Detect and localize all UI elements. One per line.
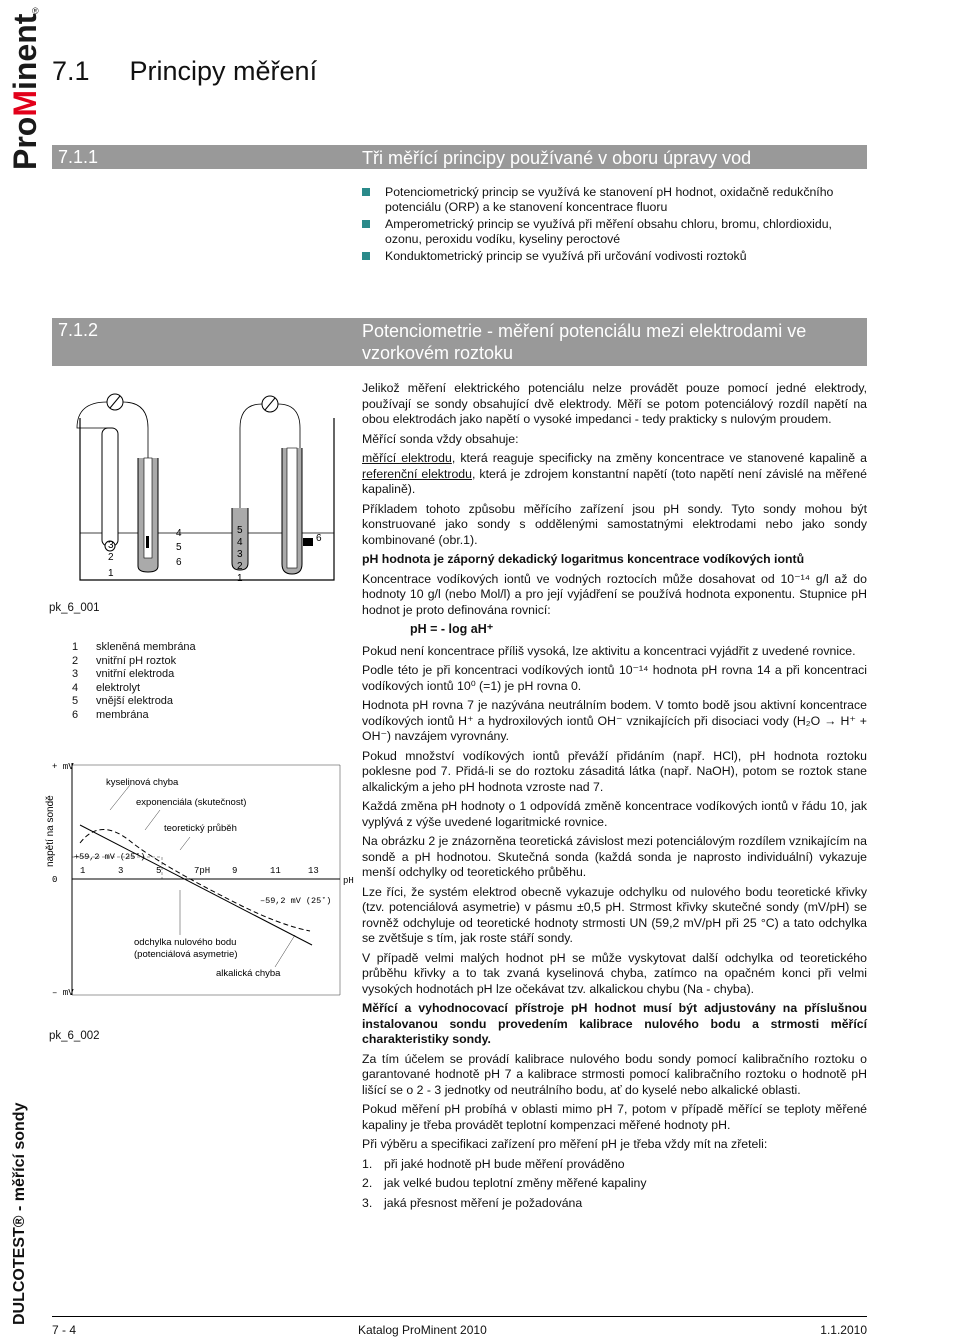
page-number: 7 - 4 — [52, 1323, 77, 1337]
legend-item: 4 elektrolyt — [72, 681, 141, 694]
paragraph: Za tím účelem se provádí kalibrace nulového bodu sondy pomocí kalibračního roztoku o garantované hodnotě pH 7 a kalibrace strmosti pomocí kalibračního roztoku o hodnotě pH lišící se o 2 - 3 jednotky od neutrálního bodu, ať do kyselé nebo alkalické oblasti. — [362, 1051, 867, 1097]
x-axis-label: pH — [343, 876, 354, 886]
paragraph: Pokud není koncentrace příliš vysoká, lze aktivitu a koncentraci vyjádřit z uvedené rovnice. — [362, 643, 856, 658]
callout-number: 2 — [237, 561, 243, 572]
section-heading-2 — [52, 318, 867, 366]
callout-number: 1 — [237, 573, 243, 584]
paragraph: Při výběru a specifikaci zařízení pro měření pH je třeba vždy mít na zřeteli: — [362, 1137, 768, 1151]
x-tick-label: 3 — [118, 866, 124, 876]
bullet-square-icon — [362, 220, 370, 228]
figure-id: pk_6_002 — [49, 1030, 100, 1042]
logo-registered: ® — [32, 6, 39, 16]
list-item: Amperometrický princip se využívá při měření obsahu chloru, bromu, chlordioxidu, ozonu, peroxidu vodíku, kyseliny peroctové — [362, 217, 867, 247]
x-tick-label: 7pH — [194, 866, 211, 876]
logo-text: ProMinent — [7, 13, 43, 170]
section-heading-1 — [52, 145, 867, 169]
paragraph: Hodnota pH rovna 7 je nazývána neutrálním bodem. V tomto bodě jsou aktivní koncentrace vodíkových iontů H⁺ a hydroxilových iontů OH⁻ vznikajících při disociaci vody (H₂O → H⁺ + OH⁻) navzájem vyrovnány. — [362, 698, 867, 743]
figure-id: pk_6_001 — [49, 602, 100, 614]
asymmetry-label-2: (potenciálová asymetrie) — [134, 949, 238, 960]
paragraph: Příkladem tohoto způsobu měřícího zařízení jsou pH sondy. Tyto sondy mohou být konstruované jako sondy s oddělenými samostatnými elektrodami nebo jako sondy kombinované (obr.1). — [362, 501, 867, 547]
slope-plus-label: +59,2 mV (25˚) — [74, 852, 146, 862]
section-number: 7.1.1 — [58, 147, 99, 167]
callout-number: 6 — [176, 557, 182, 568]
x-tick-label: 5 — [156, 866, 162, 876]
paragraph: měřící elektrodu, která reaguje specificky na změny koncentrace ve stanovené kapalině a referenční elektrodu, která je zdrojem konstantní napětí (toto napětí není závislé na měřené kapalině). — [362, 451, 867, 496]
slope-minus-label: –59,2 mV (25˚) — [260, 896, 332, 906]
section-title: Tři měřící principy používané v oboru úpravy vod — [362, 148, 752, 168]
callout-number: 6 — [316, 533, 322, 544]
callout-number: 3 — [108, 540, 114, 551]
svg-text:DULCOTEST® - měřící sondy: DULCOTEST® - měřící sondy — [11, 1102, 28, 1325]
callout-number: 4 — [237, 537, 243, 548]
bullet-square-icon — [362, 188, 370, 196]
asymmetry-label: odchylka nulového bodu — [134, 937, 237, 948]
page-footer — [52, 1316, 867, 1337]
callout-number: 3 — [237, 549, 243, 560]
paragraph: Měřící sonda vždy obsahuje: — [362, 431, 519, 446]
paragraph: Pokud množství vodíkových iontů převáží přidáním (např. HCl), pH hodnota roztoku poklesne pod 7. Přidá-li se do roztoku zásaditá látka (např. NaOH), potom se roztok stane alkalickým a jeho pH hodnota vzroste nad 7. — [362, 748, 867, 794]
exponential-label: exponenciála (skutečnost) — [136, 797, 247, 808]
page-title-text: Principy měření — [129, 56, 318, 86]
paragraph-bold: Měřící a vyhodnocovací přístroje pH hodnot musí být adjustovány na příslušnou instalovanou sondu provedením kalibrace nulového bodu a strmosti měřící charakteristiky sondy. — [362, 1001, 867, 1046]
paragraph: Každá změna pH hodnoty o 1 odpovídá změně koncentrace vodíkových iontů v řádu 10, jak vyplývá z výše uvedené logaritmické rovnice. — [362, 799, 867, 829]
axis-top-label: + mV — [52, 762, 74, 772]
legend-item: 6 membrána — [72, 708, 149, 721]
page-title — [52, 56, 317, 87]
callout-number: 5 — [176, 542, 182, 553]
callout-number: 5 — [237, 525, 243, 536]
paragraph: Koncentrace vodíkových iontů ve vodných roztocích může dosahovat od 10⁻¹⁴ g/l až do hodnoty 10 g/l (nebo Mol/l) a pro její vyjádření se používá hodnota exponentu. Stupnice pH hodnot je proto definována rovnicí: — [362, 571, 867, 617]
list-item: Potenciometrický princip se využívá ke stanovení pH hodnot, oxidačně redukčního potenciálu (ORP) a ke stanovení koncentrace fluoru — [362, 185, 867, 215]
paragraph: Na obrázku 2 je znázorněna teoretická závislost mezi potenciálovým rozdílem vznikajícím na sondě a pH hodnotou. Skutečná sonda (každá sonda je naprosto individuální) vykazuje menší odchylky od teoretického průběhu. — [362, 834, 867, 879]
catalog-name: Katalog ProMinent 2010 — [358, 1323, 487, 1337]
body-text — [362, 381, 867, 1215]
legend-item: 3 vnitřní elektroda — [72, 668, 175, 680]
paragraph: Podle této je při koncentraci vodíkových iontů 10⁻¹⁴ hodnota pH rovna 14 a při koncentraci vodíkových iontů 10⁰ (=1) je pH rovna 0. — [362, 663, 867, 693]
paragraph: Jelikož měření elektrického potenciálu nelze provádět pouze pomocí jedné elektrody, používají se sondy obsahující dvě elektrody. Měří se potom potenciálový rozdíl napětí na obou elektrodách jako napětí o vysoké impedanci - tedy prakticky s nulovým proudem. — [362, 381, 867, 426]
paragraph-bold: pH hodnota je záporný dekadický logaritmus koncentrace vodíkových iontů — [362, 552, 805, 566]
acid-error-label: kyselinová chyba — [106, 777, 179, 788]
x-tick-label: 9 — [232, 866, 238, 876]
callout-number: 1 — [108, 568, 114, 579]
paragraph: Lze říci, že systém elektrod obecně vykazuje odchylku od nulového bodu teoretické křivky (tzv. potenciálová asymetrie) v pásmu ±0,5 pH. Strmost křivky skutečné sondy (mV/pH) se rovněž odchyluje od teoretické hodnoty strmosti UN (59,2 mV/pH při 25 °C) a tato odchylka se zvětšuje s tím, jak roste stáří sondy. — [362, 884, 867, 945]
paragraph: Pokud měření pH probíhá v oblasti mimo pH 7, potom v případě měřící se teploty měřené kapaliny je třeba provádět teplotní kompenzaci měřené hodnoty pH. — [362, 1102, 867, 1132]
x-tick-label: 13 — [308, 866, 319, 876]
prominent-logo — [4, 4, 44, 174]
paragraph: V případě velmi malých hodnot pH se může vyskytovat další odchylka od teoretického průběhu křivky a to tak zvaná kyselinová chyba, zatímco na opačném konci při velmi vysokých hodnotách pH lze očekávat tzv. alkalickou chybu (Na - chyba). — [362, 950, 867, 996]
equation: pH = - log aH⁺ — [410, 622, 494, 636]
list-item: 1. při jaké hodnotě pH bude měření prováděno — [362, 1156, 625, 1171]
figure-legend — [72, 641, 196, 722]
y-axis-label: napětí na sondě — [45, 795, 56, 867]
theoretical-label: teoretický průběh — [164, 823, 237, 834]
x-tick-label: 11 — [270, 866, 281, 876]
list-item: Konduktometrický princip se využívá při určování vodivosti roztoků — [362, 249, 867, 264]
legend-item: 1 skleněná membrána — [72, 641, 196, 653]
alkaline-error-label: alkalická chyba — [216, 968, 281, 979]
axis-bottom-label: – mV — [52, 988, 74, 998]
list-item: 3. jaká přesnost měření je požadována — [362, 1195, 583, 1210]
list-item: 2. jak velké budou teplotní změny měřené kapaliny — [362, 1176, 647, 1190]
numbered-list — [362, 1157, 867, 1212]
bullet-square-icon — [362, 252, 370, 260]
principles-list — [362, 185, 867, 266]
page-title-number: 7.1 — [52, 56, 90, 86]
side-label — [2, 1092, 32, 1327]
callout-number: 2 — [108, 552, 114, 563]
electrode-diagram — [52, 388, 352, 588]
section-number: 7.1.2 — [58, 320, 99, 340]
ph-characteristic-diagram — [40, 755, 360, 1000]
x-tick-label: 1 — [80, 866, 86, 876]
callout-number: 4 — [176, 528, 182, 539]
legend-item: 2 vnitřní pH roztok — [72, 654, 177, 667]
section-title: Potenciometrie - měření potenciálu mezi elektrodami ve vzorkovém roztoku — [362, 321, 807, 363]
legend-item: 5 vnější elektroda — [72, 695, 174, 707]
axis-zero-label: 0 — [52, 875, 58, 885]
catalog-date: 1.1.2010 — [820, 1323, 867, 1337]
